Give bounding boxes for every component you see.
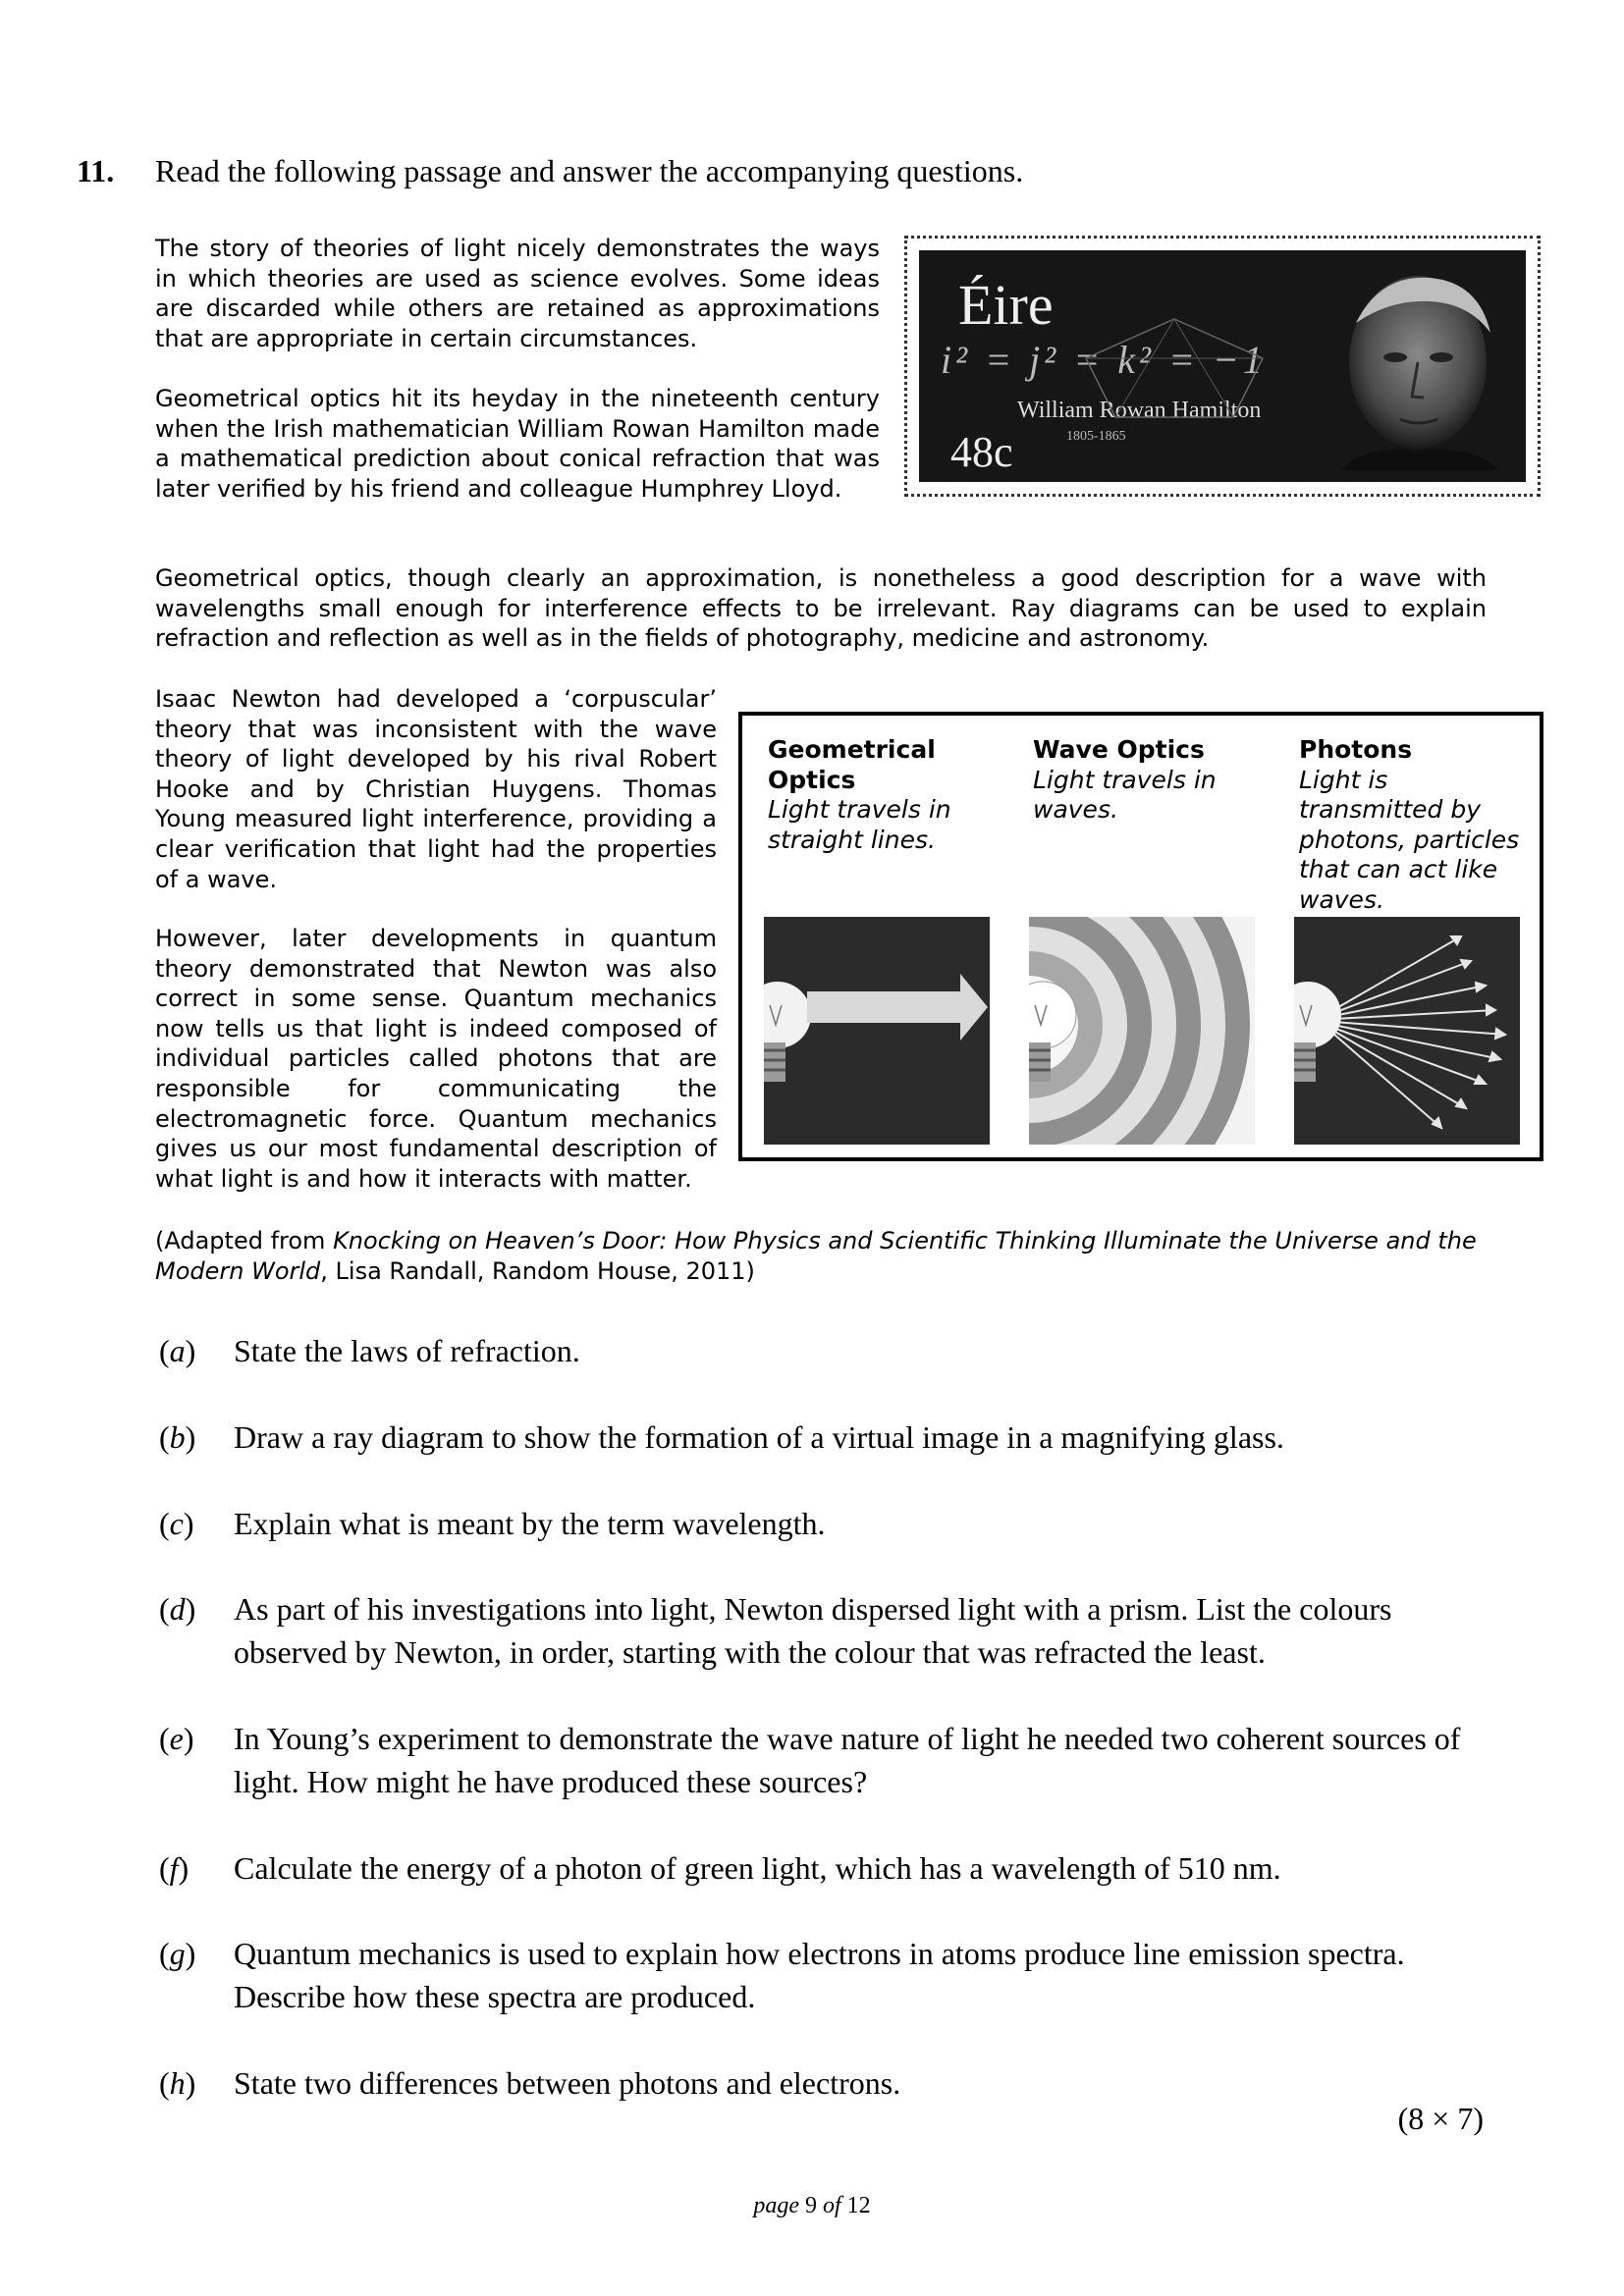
question-intro: Read the following passage and answer the accompanying questions.: [155, 153, 1024, 188]
subquestion-label: (f): [159, 1850, 189, 1886]
optics-column-photons: [1299, 735, 1535, 916]
geometrical-optics-panel: [764, 917, 990, 1145]
column-heading: Wave Optics: [1033, 735, 1205, 764]
column-heading: Geometrical Optics: [768, 735, 936, 794]
passage-paragraph-3: Geometrical optics, though clearly an approximation, is nonetheless a good description for a wave with wavelengths small enough for interference effects to be irrelevant. Ray diagrams can be used to explain refraction and reflection as well as in the fields of photography, medicine and astronomy.: [155, 564, 1487, 653]
of-word: of: [822, 2193, 841, 2218]
subquestion-label: (e): [159, 1721, 194, 1756]
photons-panel: [1294, 917, 1520, 1145]
subquestion-label: (c): [159, 1506, 194, 1541]
passage-paragraph-1: The story of theories of light nicely demonstrates the ways in which theories are used as science evolves. Some ideas are discarded while others are retained as approximations that are appropriate in certain circumstances.: [155, 235, 880, 352]
hamilton-stamp-image: [904, 236, 1541, 497]
page-word: page: [753, 2193, 799, 2218]
subquestion-label: (h): [159, 2065, 196, 2101]
stamp-name: William Rowan Hamilton: [1017, 398, 1262, 423]
column-description: Light travels in straight lines.: [768, 795, 951, 854]
citation-prefix: (Adapted from: [155, 1227, 334, 1255]
subquestion-text: As part of his investigations into light, Newton dispersed light with a prism. List the colours observed by Newton, in order, starting with the colour that was refracted the least.: [234, 1591, 1392, 1670]
stamp-geometry-decoration: [1066, 309, 1282, 427]
wave-optics-panel: [1029, 917, 1255, 1145]
marks-allocation: (8 × 7): [1397, 2101, 1484, 2136]
subquestion-label: (g): [159, 1936, 196, 1971]
optics-column-geometrical: [768, 735, 954, 855]
column-heading: Photons: [1299, 735, 1413, 764]
question-number: 11.: [77, 153, 115, 188]
subquestion-text: In Young’s experiment to demonstrate the wave nature of light he needed two coherent sources of light. How might he have produced these sources?: [234, 1721, 1461, 1799]
subquestion-label: (d): [159, 1591, 196, 1627]
subquestion-text: Quantum mechanics is used to explain how electrons in atoms produce line emission spectra. Describe how these spectra are produced.: [234, 1936, 1405, 2014]
stamp-equation: i² = j² = k² = −1: [941, 338, 1267, 382]
passage-paragraph-2: Geometrical optics hit its heyday in the nineteenth century when the Irish mathematician William Rowan Hamilton made a mathematical prediction about conical refraction that was later verified by his friend and colleague Humphrey Lloyd.: [155, 385, 880, 503]
portrait-icon: [1322, 264, 1508, 470]
page-number: 9: [804, 2193, 817, 2218]
column-description: Light is transmitted by photons, particles that can act like waves.: [1299, 765, 1520, 914]
page-total: 12: [846, 2193, 871, 2218]
subquestion-label: (b): [159, 1419, 196, 1455]
subquestion-text: Explain what is meant by the term wavelength.: [234, 1506, 826, 1541]
subquestion-label: (a): [159, 1333, 196, 1368]
source-citation: [155, 1226, 1487, 1286]
optics-comparison-figure: [738, 712, 1543, 1161]
citation-title: Knocking on Heaven’s Door: How Physics and Scientific Thinking Illuminate the Universe and the Modern World: [155, 1227, 1477, 1285]
stamp-value: 48c: [950, 428, 1013, 476]
column-description: Light travels in waves.: [1033, 765, 1217, 825]
subquestion-text: Calculate the energy of a photon of green light, which has a wavelength of 510 nm.: [234, 1850, 1281, 1886]
subquestion-text: Draw a ray diagram to show the formation of a virtual image in a magnifying glass.: [234, 1419, 1284, 1455]
subquestion-text: State two differences between photons and electrons.: [234, 2065, 901, 2101]
passage-paragraph-5: However, later developments in quantum theory demonstrated that Newton was also correct in some sense. Quantum mechanics now tells us that light is indeed composed of individual particles called photons that are responsible for communicating the electromagnetic force. Quantum mechanics gives us our most fundamental description of what light is and how it interacts with matter.: [155, 925, 717, 1193]
stamp-country: Éire: [958, 273, 1054, 337]
passage-paragraph-4: Isaac Newton had developed a ‘corpuscular’ theory that was inconsistent with the wave theory of light developed by his rival Robert Hooke and by Christian Huygens. Thomas Young measured light interference, providing a clear verification that light had the properties of a wave.: [155, 685, 717, 893]
page-footer: [0, 2193, 1624, 2219]
citation-suffix: , Lisa Randall, Random House, 2011): [320, 1256, 755, 1285]
stamp-dates: 1805-1865: [1066, 429, 1126, 444]
optics-column-wave: [1033, 735, 1229, 826]
subquestion-text: State the laws of refraction.: [234, 1333, 580, 1368]
